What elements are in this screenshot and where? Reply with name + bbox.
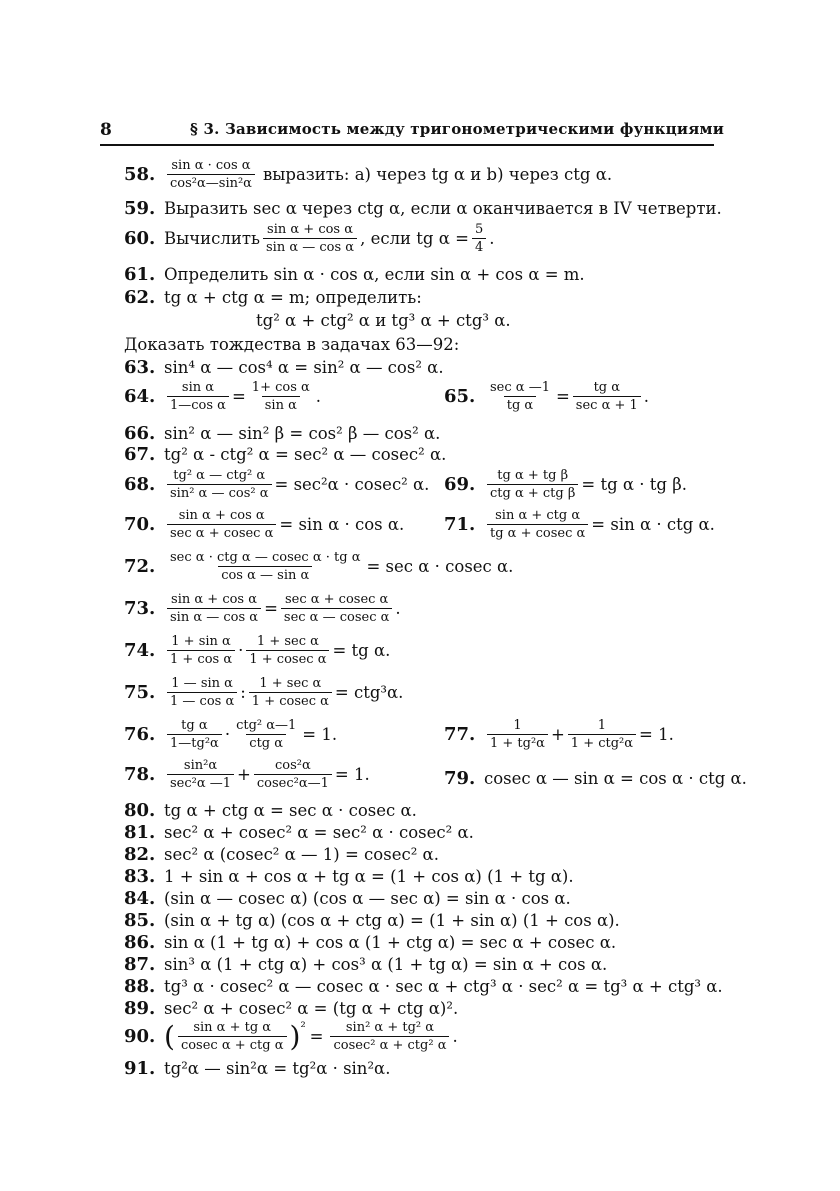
problem-67 [124, 444, 446, 465]
problem-number: 67. [124, 444, 156, 465]
punct: . [315, 387, 322, 406]
problem-80 [124, 800, 417, 821]
fraction: $\frac{\text{1 + sec α}}{\text{1 + cosec α}}$ [246, 634, 329, 667]
problem-71 [444, 508, 715, 541]
problem-87 [124, 954, 607, 975]
problem-text: = sec²α · cosec² α. [274, 475, 430, 494]
problem-number: 63. [124, 357, 156, 378]
problem-text: sec² α + cosec² α = (tg α + ctg α)². [164, 999, 459, 1018]
problem-number: 74. [124, 640, 156, 661]
problem-70 [124, 508, 404, 541]
problem-text: (sin α — cosec α) (cos α — sec α) = sin α · cos α. [164, 889, 571, 908]
left-paren: ( [164, 1019, 175, 1053]
problem-72 [124, 550, 513, 583]
problem-number: 83. [124, 866, 156, 887]
fraction: $\frac{\text{1 + sin α}}{\text{1 + cos α}}$ [167, 634, 235, 667]
problem-text: tg²α — sin²α = tg²α · sin²α. [164, 1059, 391, 1078]
problem-number: 58. [124, 164, 156, 185]
problem-82 [124, 844, 439, 865]
problem-89 [124, 998, 458, 1019]
problem-64 [124, 380, 321, 413]
problem-58 [124, 158, 617, 191]
operator: + [237, 765, 251, 784]
problem-78 [124, 758, 370, 791]
equals: = [231, 387, 246, 406]
intro-text: Доказать тождества в задачах 63—92: [124, 335, 460, 354]
problem-text: tg α + ctg α = sec α · cosec α. [164, 801, 417, 820]
fraction: $\frac{\text{tg α}}{\text{1—tg²α}}$ [167, 718, 222, 751]
problem-text: , если tg α = [360, 229, 469, 248]
problem-text: tg³ α · cosec² α — cosec α · sec α + ctg³ α · sec² α = tg³ α + ctg³ α. [164, 977, 723, 996]
problem-text: cosec α — sin α = cos α · ctg α. [484, 769, 747, 788]
problem-text: Выразить sec α через ctg α, если α оканчивается в IV четверти. [164, 199, 722, 218]
fraction: $\frac{\text{tg² α — ctg² α}}{\text{sin² α — cos² α}}$ [167, 468, 272, 501]
fraction: $\frac{\text{1 + sec α}}{\text{1 + cosec α}}$ [249, 676, 332, 709]
problem-number: 81. [124, 822, 156, 843]
problem-text: sin⁴ α — cos⁴ α = sin² α — cos² α. [164, 358, 444, 377]
problem-text: sin² α — sin² β = cos² β — cos² α. [164, 424, 441, 443]
operator: + [550, 725, 565, 744]
problem-number: 68. [124, 474, 156, 495]
problem-63 [124, 357, 444, 378]
problem-88 [124, 976, 723, 997]
equals: = [264, 599, 278, 618]
problem-number: 73. [124, 598, 156, 619]
problem-number: 84. [124, 888, 156, 909]
problem-85 [124, 910, 620, 931]
problem-number: 82. [124, 844, 156, 865]
problem-text: Вычислить [164, 229, 260, 248]
problem-number: 59. [124, 198, 156, 219]
problem-number: 77. [444, 724, 476, 745]
problem-number: 72. [124, 556, 156, 577]
problem-number: 66. [124, 423, 156, 444]
punct: . [452, 1027, 458, 1046]
problem-number: 86. [124, 932, 156, 953]
problem-text: = 1. [302, 725, 338, 744]
problem-number: 87. [124, 954, 156, 975]
problem-number: 91. [124, 1058, 156, 1079]
problem-83 [124, 866, 574, 887]
problem-62-line2 [256, 311, 511, 330]
problem-number: 70. [124, 514, 156, 535]
fraction: $\frac{\text{sin α}}{\text{1—cos α}}$ [167, 380, 229, 413]
problem-text: tg² α + ctg² α и tg³ α + ctg³ α. [256, 311, 511, 330]
problem-76 [124, 718, 337, 751]
fraction: $\frac{\text{sin α + cos α}}{\text{sin α — cos α}}$ [167, 592, 261, 625]
problem-69 [444, 468, 687, 501]
problem-text: выразить: a) через tg α и b) через ctg α. [262, 165, 613, 184]
punct: . [395, 599, 401, 618]
equals: = [309, 1027, 324, 1046]
problem-number: 78. [124, 764, 156, 785]
problem-59 [124, 198, 722, 219]
problem-text: = sec α · cosec α. [366, 557, 514, 576]
problem-text: = sin α · cos α. [279, 515, 405, 534]
operator: : [240, 683, 246, 702]
fraction: $\frac{\text{sin α + cos α}}{\text{sin α — cos α}}$ [263, 222, 357, 255]
problem-61 [124, 264, 585, 285]
problem-text: = 1. [334, 765, 370, 784]
fraction: $\frac{\text{sec α —1}}{\text{tg α}}$ [490, 380, 550, 413]
problem-text: 1 + sin α + cos α + tg α = (1 + cos α) (1 + tg α). [164, 867, 574, 886]
right-paren: ) [289, 1019, 301, 1053]
problem-number: 75. [124, 682, 156, 703]
fraction: $\frac{\text{1 — sin α}}{\text{1 — cos α}}$ [167, 676, 237, 709]
punct: . [489, 229, 495, 248]
problem-81 [124, 822, 474, 843]
problem-number: 76. [124, 724, 156, 745]
problem-text: sec² α (cosec² α — 1) = cosec² α. [164, 845, 439, 864]
problem-number: 90. [124, 1026, 156, 1047]
operator: · [238, 641, 244, 660]
fraction: $\frac{\text{sec α · ctg α — cosec α · tg α}}{\text{cos α — sin α}}$ [170, 550, 361, 583]
section-title: § 3. Зависимость между тригонометрическими функциями [190, 120, 725, 138]
problem-text: sec² α + cosec² α = sec² α · cosec² α. [164, 823, 474, 842]
fraction: $\frac{5}{4}$ [472, 222, 486, 255]
fraction: $\frac{\text{sec α + cosec α}}{\text{sec α — cosec α}}$ [281, 592, 393, 625]
problem-text: (sin α + tg α) (cos α + ctg α) = (1 + sin α) (1 + cos α). [164, 911, 620, 930]
fraction: $\frac{\text{sin α · cos α}}{\text{cos²α—sin²α}}$ [167, 158, 255, 191]
problem-number: 60. [124, 228, 156, 249]
problem-79 [444, 768, 747, 789]
problem-90 [124, 1020, 458, 1053]
exponent: ² [300, 1020, 306, 1035]
problem-number: 79. [444, 768, 476, 789]
problem-60 [124, 222, 494, 255]
problem-text: tg α + ctg α = m; определить: [164, 288, 422, 307]
fraction: $\frac{\text{sin²α}}{\text{sec²α —1}}$ [167, 758, 234, 791]
problem-number: 89. [124, 998, 156, 1019]
fraction: $\frac{\text{sin α + tg α}}{\text{cosec α + ctg α}}$ [178, 1020, 287, 1053]
problem-number: 64. [124, 386, 156, 407]
fraction: $\frac{\text{sin α + ctg α}}{\text{tg α + cosec α}}$ [487, 508, 588, 541]
problem-84 [124, 888, 571, 909]
problem-number: 65. [444, 386, 476, 407]
section-intro [124, 335, 459, 354]
fraction: $\frac{\text{tg α}}{\text{sec α + 1}}$ [573, 380, 641, 413]
problem-text: sin α (1 + tg α) + cos α (1 + ctg α) = sec α + cosec α. [164, 933, 617, 952]
fraction: $\frac{\text{tg α + tg β}}{\text{ctg α + ctg β}}$ [487, 468, 578, 501]
problem-number: 62. [124, 287, 156, 308]
problem-number: 71. [444, 514, 476, 535]
fraction: $\frac{1}{\text{1 + ctg²α}}$ [568, 718, 636, 751]
fraction: $\frac{\text{1+ cos α}}{\text{sin α}}$ [251, 380, 310, 413]
problem-75 [124, 676, 403, 709]
fraction: $\frac{\text{ctg² α—1}}{\text{ctg α}}$ [236, 718, 297, 751]
problem-text: = tg α. [332, 641, 391, 660]
problem-number: 61. [124, 264, 156, 285]
problem-86 [124, 932, 616, 953]
problem-65 [444, 380, 649, 413]
problem-text: Определить sin α · cos α, если sin α + cos α = m. [164, 265, 585, 284]
problem-68 [124, 468, 429, 501]
punct: . [643, 387, 650, 406]
equals: = [555, 387, 570, 406]
problem-74 [124, 634, 390, 667]
fraction: $\frac{\text{cos²α}}{\text{cosec²α—1}}$ [254, 758, 332, 791]
problem-text: sin³ α (1 + ctg α) + cos³ α (1 + tg α) = sin α + cos α. [164, 955, 608, 974]
problem-66 [124, 423, 440, 444]
problem-73 [124, 592, 401, 625]
problem-text: tg² α - ctg² α = sec² α — cosec² α. [164, 445, 447, 464]
page-header [100, 116, 725, 146]
fraction: $\frac{\text{sin² α + tg² α}}{\text{cosec² α + ctg² α}}$ [330, 1020, 449, 1053]
problem-91 [124, 1058, 390, 1079]
problem-text: = sin α · ctg α. [591, 515, 715, 534]
fraction: $\frac{\text{sin α + cos α}}{\text{sec α + cosec α}}$ [167, 508, 276, 541]
problem-text: = tg α · tg β. [581, 475, 687, 494]
fraction: $\frac{1}{\text{1 + tg²α}}$ [487, 718, 548, 751]
problem-number: 80. [124, 800, 156, 821]
problem-62 [124, 287, 422, 308]
problem-number: 88. [124, 976, 156, 997]
problem-text: = ctg³α. [334, 683, 404, 702]
page-number: 8 [100, 120, 112, 140]
operator: · [224, 725, 231, 744]
problem-number: 85. [124, 910, 156, 931]
problem-77 [444, 718, 674, 751]
problem-number: 69. [444, 474, 476, 495]
problem-text: = 1. [639, 725, 674, 744]
